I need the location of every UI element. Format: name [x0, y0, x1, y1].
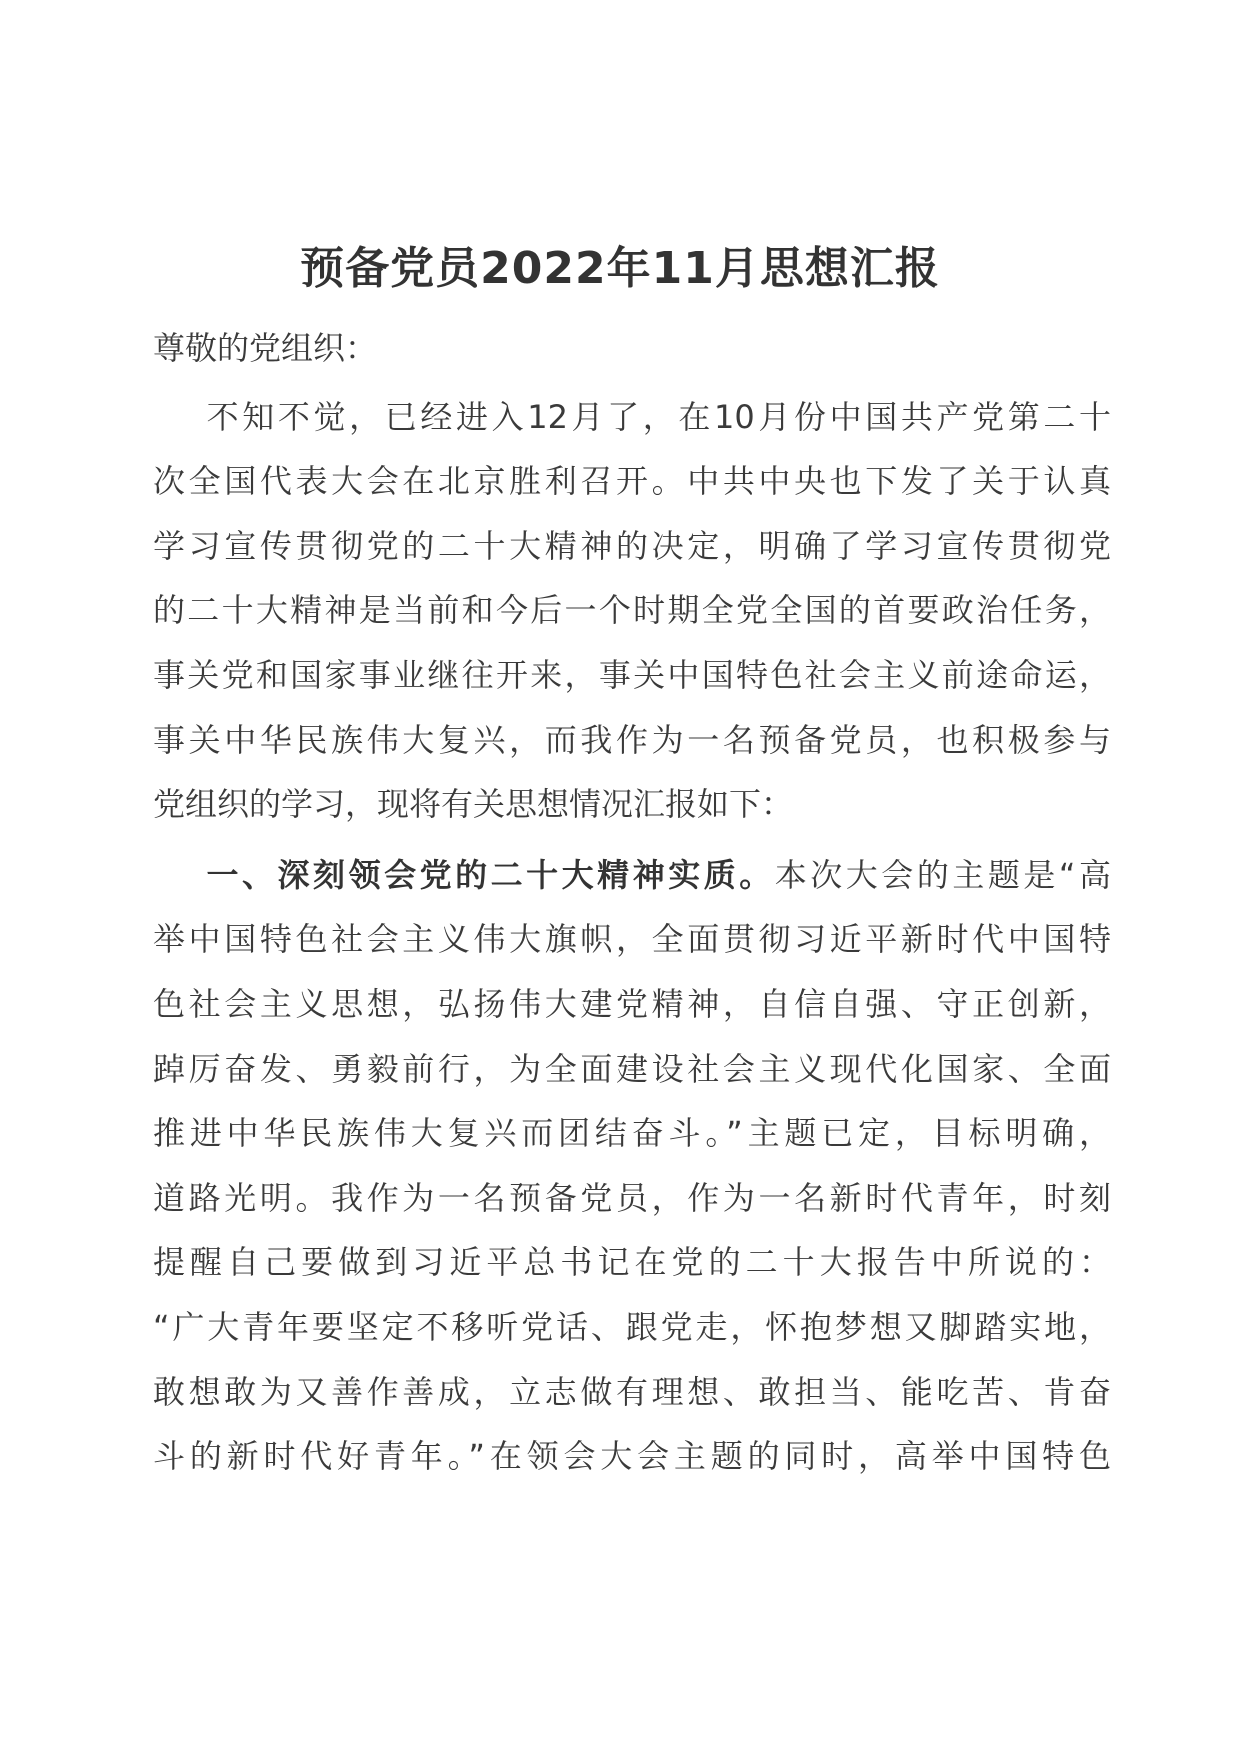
salutation: 尊敬的党组织：: [153, 329, 378, 367]
paragraph-line: 敢想敢为又善作善成，立志做有理想、敢担当、能吃苦、肯奋: [153, 1372, 1111, 1411]
document-title: 预备党员2022年11月思想汇报: [300, 243, 940, 294]
paragraph-line: 色社会主义思想，弘扬伟大建党精神，自信自强、守正创新，: [153, 984, 1111, 1023]
paragraph-line: 不知不觉，已经进入12月了，在10月份中国共产党第二十: [203, 397, 1111, 436]
paragraph-line: 踔厉奋发、勇毅前行，为全面建设社会主义现代化国家、全面: [153, 1049, 1111, 1088]
paragraph-line: 的二十大精神是当前和今后一个时期全党全国的首要政治任务，: [153, 591, 1111, 630]
paragraph-line: “广大青年要坚定不移听党话、跟党走，怀抱梦想又脚踏实地，: [153, 1307, 1111, 1346]
section-heading: 一、深刻领会党的二十大精神实质。: [203, 855, 775, 894]
paragraph-line: 一、深刻领会党的二十大精神实质。本次大会的主题是“高: [203, 855, 1111, 894]
paragraph-line: 道路光明。我作为一名预备党员，作为一名新时代青年，时刻: [153, 1178, 1111, 1217]
paragraph-line: 事关党和国家事业继往开来，事关中国特色社会主义前途命运，: [153, 655, 1111, 694]
paragraph-1: [153, 385, 1111, 837]
paragraph-line: 斗的新时代好青年。”在领会大会主题的同时，高举中国特色: [153, 1437, 1111, 1476]
paragraph-line: 次全国代表大会在北京胜利召开。中共中央也下发了关于认真: [153, 462, 1111, 501]
paragraph-line: 学习宣传贯彻党的二十大精神的决定，明确了学习宣传贯彻党: [153, 526, 1111, 565]
paragraph-line: 提醒自己要做到习近平总书记在党的二十大报告中所说的：: [153, 1243, 1111, 1282]
paragraph-line: 举中国特色社会主义伟大旗帜，全面贯彻习近平新时代中国特: [153, 920, 1111, 959]
paragraph-line: 党组织的学习，现将有关思想情况汇报如下：: [153, 785, 794, 824]
paragraph-line: 推进中华民族伟大复兴而团结奋斗。”主题已定，目标明确，: [153, 1114, 1111, 1153]
paragraph-line: 事关中华民族伟大复兴，而我作为一名预备党员，也积极参与: [153, 720, 1111, 759]
paragraph-2: [153, 843, 1111, 1489]
document-body: [153, 316, 1111, 1489]
